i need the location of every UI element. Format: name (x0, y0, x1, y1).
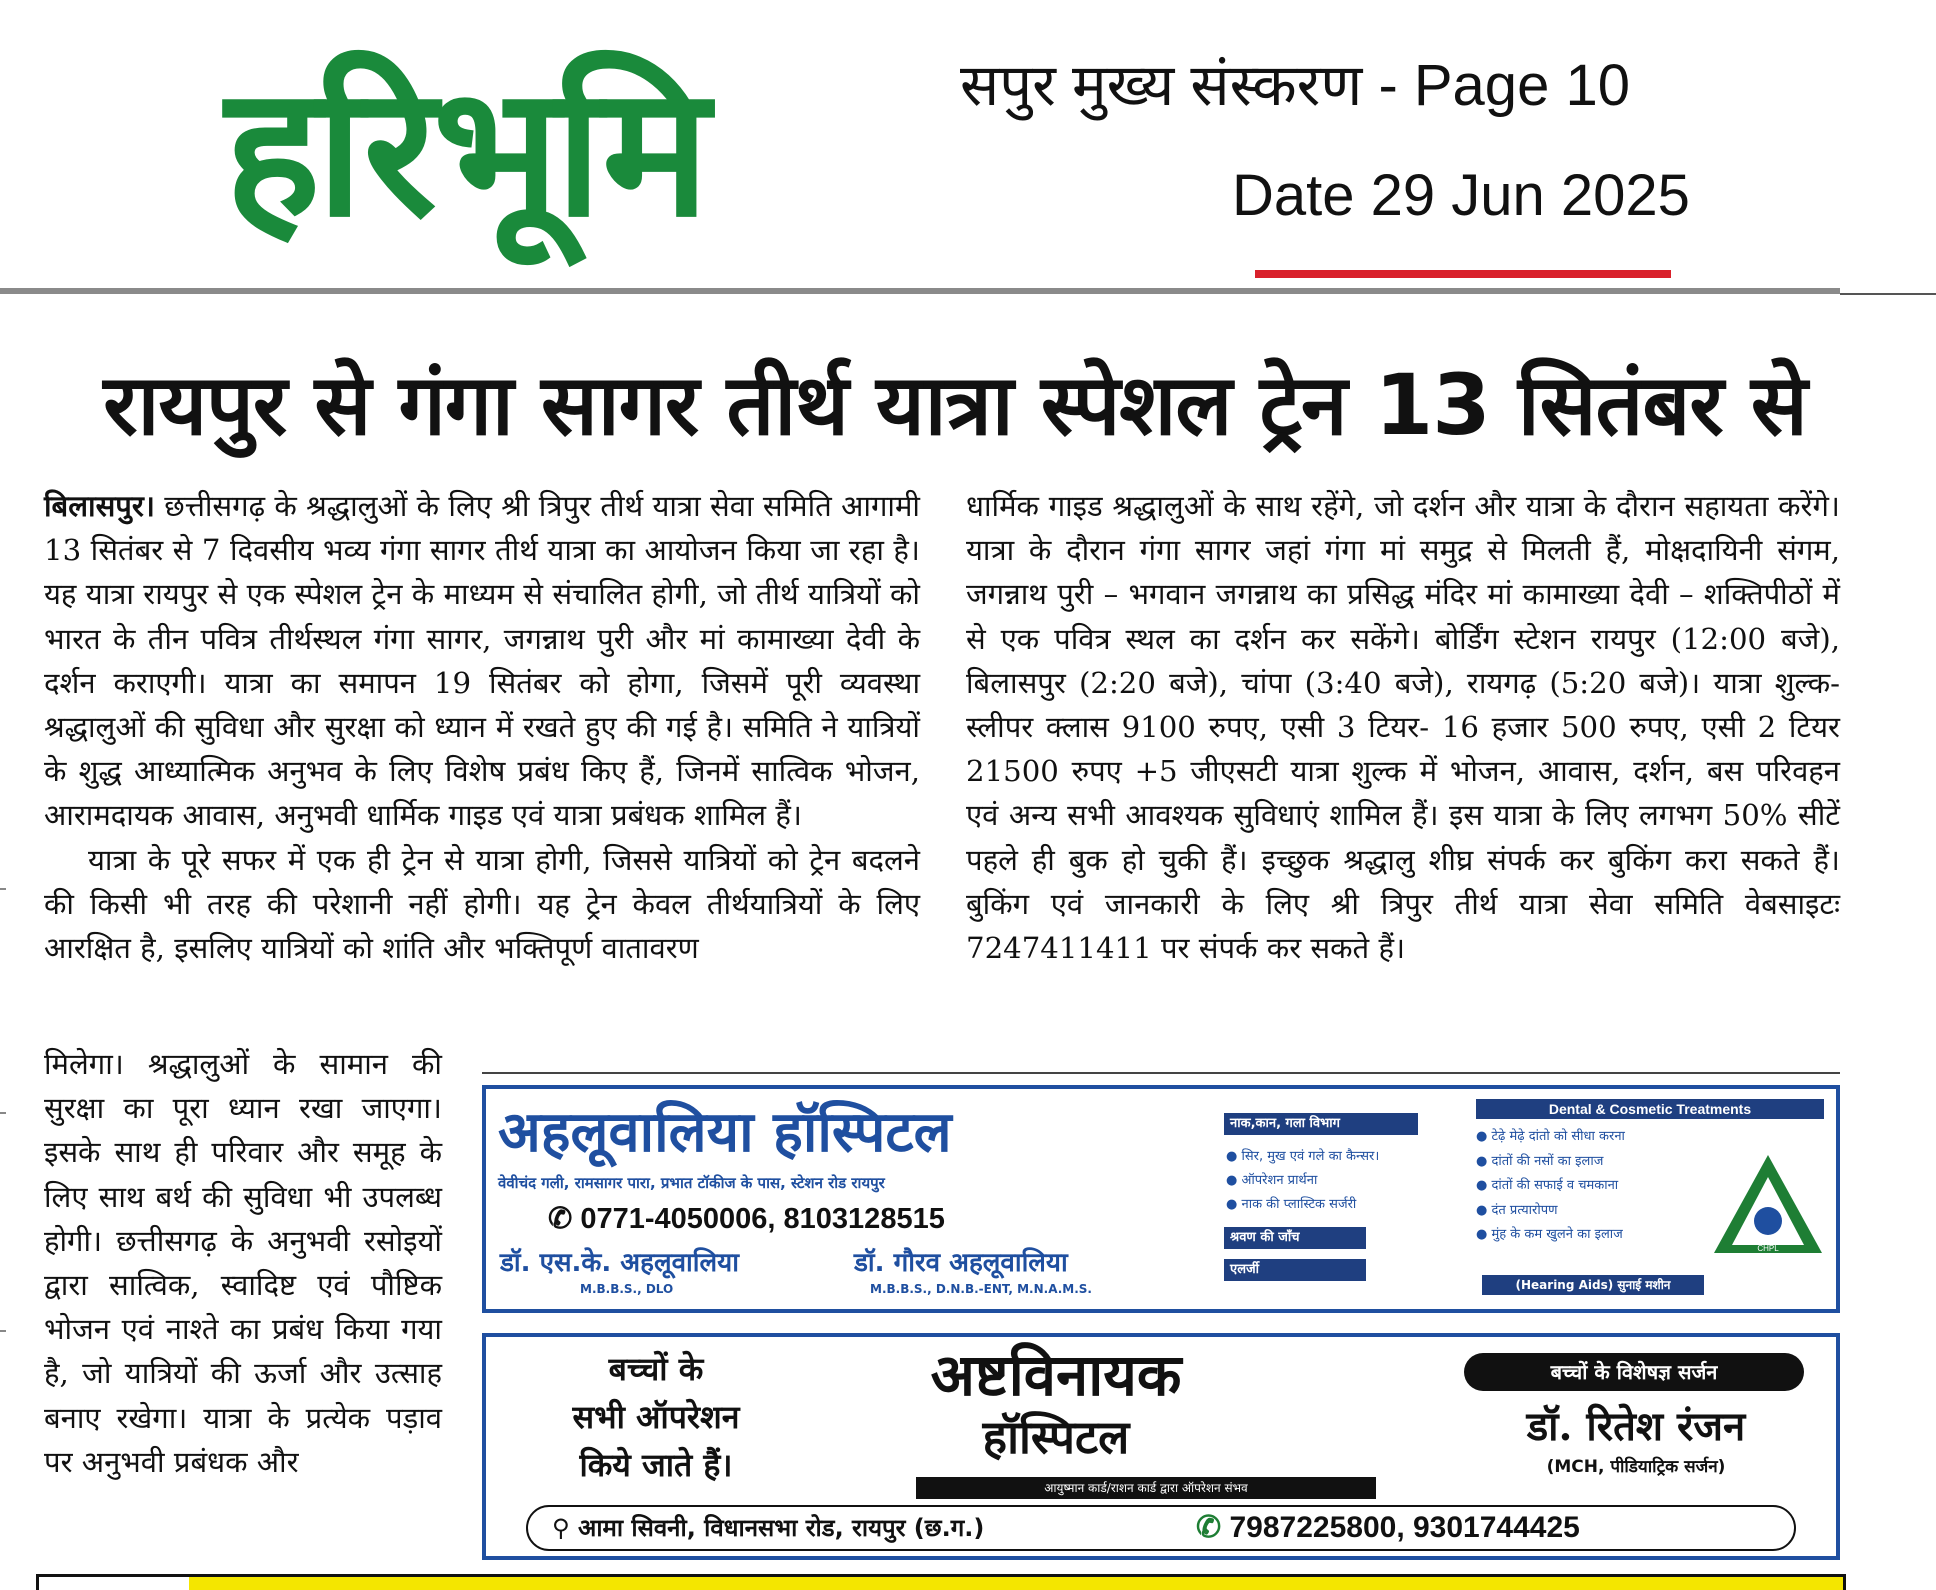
ad-ahluwalia-hospital (482, 1085, 1840, 1313)
article-paragraph: यात्रा के पूरे सफर में एक ही ट्रेन से यात्रा होगी, जिससे यात्रियों को ट्रेन बदलने की किसी भी तरह की परेशानी नहीं होगी। यह ट्रेन केवल तीर्थयात्रियों के लिए आरक्षित है, इसलिए यात्रियों को शांति और भक्तिपूर्ण वातावरण (44, 842, 920, 966)
ad1-ent-item: ● सिर, मुख एवं गले का कैन्सर। (1226, 1149, 1380, 1164)
whatsapp-icon: ✆ (1196, 1511, 1230, 1544)
ad2-address (552, 1513, 984, 1543)
ad1-dental-item: ● मुंह के कम खुलने का इलाज (1476, 1227, 1623, 1242)
article-paragraph-text: छत्तीसगढ़ के श्रद्धालुओं के लिए श्री त्रिपुर तीर्थ यात्रा सेवा समिति आगामी 13 सितंबर से 7 दिवसीय भव्य गंगा सागर तीर्थ यात्रा का आयोजन किया जा रहा है। यह यात्रा रायपुर से एक स्पेशल ट्रेन के माध्यम से संचालित होगी, जो तीर्थ यात्रियों को भारत के तीन पवित्र तीर्थस्थल गंगा सागर, जगन्नाथ पुरी और मां कामाख्या देवी के दर्शन कराएगी। यात्रा का समापन 19 सितंबर को होगा, जिसमें पूरी व्यवस्था श्रद्धालुओं की सुविधा और सुरक्षा को ध्यान में रखते हुए की गई है। समिति ने यात्रियों के शुद्ध आध्यात्मिक अनुभव के लिए विशेष प्रबंध किए हैं, जिनमें सात्विक भोजन, आरामदायक आवास, अनुभवी धार्मिक गाइड एवं यात्रा प्रबंधक शामिल हैं। (44, 489, 920, 833)
ad2-hospital-name-2: हॉस्पिटल (982, 1410, 1130, 1464)
article-column-1 (44, 484, 920, 970)
ad1-doctor-1: डॉ. एस.के. अहलूवालिया (500, 1248, 739, 1278)
gutter-mark (0, 888, 6, 890)
ad2-doctor-name: डॉ. रितेश रंजन (1526, 1403, 1746, 1450)
ad-divider (482, 1072, 1840, 1074)
article-headline: रायपुर से गंगा सागर तीर्थ यात्रा स्पेशल ट्रेन 13 सितंबर से (103, 356, 1807, 454)
ad1-ent-item: ● ऑपरेशन प्रार्थना (1226, 1173, 1318, 1188)
ad2-tagline-line: बच्चों के (608, 1350, 704, 1388)
ad-ashtavinayak-hospital (482, 1333, 1840, 1560)
date-underline (1255, 270, 1671, 278)
article-dateline: बिलासपुर। (44, 489, 155, 523)
ad2-phone (1196, 1511, 1580, 1545)
ad2-address-text: आमा सिवनी, विधानसभा रोड, रायपुर (छ.ग.) (577, 1514, 985, 1542)
ad1-dental-list (1476, 1125, 1625, 1248)
ad1-hearing-aids-tag: (Hearing Aids) सुनाई मशीन (1482, 1275, 1704, 1295)
newspaper-logo: हरिभूमि (225, 46, 706, 257)
location-pin-icon: ⚲ (552, 1514, 578, 1542)
ad1-dental-item: ● दंत प्रत्यारोपण (1476, 1202, 1558, 1218)
ad2-tagline-line: सभी ऑपरेशन (572, 1398, 740, 1436)
ad1-ent-item: ● नाक की प्लास्टिक सर्जरी (1226, 1197, 1357, 1212)
ad1-doctor-1-degree: M.B.B.S., DLO (580, 1282, 674, 1296)
ad1-address: वेवीचंद गली, रामसागर पारा, प्रभात टॉकीज के पास, स्टेशन रोड रायपुर (498, 1174, 885, 1192)
edition-label: सपुर मुख्य संस्करण - Page 10 (960, 53, 1630, 118)
ad2-specialist-badge: बच्चों के विशेषज्ञ सर्जन (1464, 1353, 1804, 1391)
ad1-dental-item: ● दांतों की नसों का इलाज (1476, 1153, 1604, 1169)
ad1-dental-item: ● दांतों की सफाई व चमकाना (1476, 1178, 1619, 1193)
ad2-doctor-degree: (MCH, पीडियाट्रिक सर्जन) (1546, 1457, 1726, 1477)
bottom-ad-strip-left (39, 1577, 189, 1590)
article-paragraph: मिलेगा। श्रद्धालुओं के सामान की सुरक्षा का पूरा ध्यान रखा जाएगा। इसके साथ ही परिवार और समूह के लिए साथ बर्थ की सुविधा भी उपलब्ध होगी। छत्तीसगढ़ के अनुभवी रसोइयों द्वारा सात्विक, स्वादिष्ट एवं पौष्टिक भोजन एवं नाश्ते का प्रबंध किया गया है, जो यात्रियों की ऊर्जा और उत्साह बनाए रखेगा। यात्रा के प्रत्येक पड़ाव पर अनुभवी प्रबंधक और (44, 1047, 442, 1479)
ad1-ent-list (1226, 1145, 1379, 1217)
ad2-hospital-name: अष्टविनायक (930, 1341, 1182, 1409)
article-column-1-continued (44, 1042, 442, 1484)
article-column-2 (966, 484, 1840, 970)
ad1-doctor-2: डॉ. गौरव अहलूवालिया (854, 1248, 1068, 1278)
ad1-dental-item: ● टेढ़े मेढ़े दांतो को सीधा करना (1476, 1129, 1625, 1144)
gutter-mark (0, 1330, 6, 1332)
header-divider-tail (1840, 293, 1936, 295)
ad2-scheme-banner: आयुष्मान कार्ड/राशन कार्ड द्वारा ऑपरेशन संभव (916, 1477, 1376, 1499)
dental-logo-icon (1708, 1149, 1828, 1259)
dental-logo-text: CHPL (1757, 1244, 1779, 1253)
ad1-phone (548, 1201, 945, 1237)
ad1-ent-tag-hearing-test: श्रवण की जाँच (1224, 1227, 1366, 1249)
header-divider (0, 288, 1840, 294)
article-paragraph (44, 484, 920, 838)
ad1-dental-heading: Dental & Cosmetic Treatments (1476, 1099, 1824, 1119)
ad2-phone-number: 7987225800, 9301744425 (1229, 1511, 1580, 1544)
gutter-mark (0, 1112, 6, 1114)
ad1-ent-heading: नाक,कान, गला विभाग (1224, 1113, 1418, 1135)
ad1-doctor-2-degree: M.B.B.S., D.N.B.-ENT, M.N.A.M.S. (870, 1282, 1092, 1296)
article-paragraph: धार्मिक गाइड श्रद्धालुओं के साथ रहेंगे, जो दर्शन और यात्रा के दौरान सहायता करेंगे। यात्रा के दौरान गंगा सागर जहां गंगा मां समुद्र से मिलती हैं, मोक्षदायिनी संगम, जगन्नाथ पुरी – भगवान जगन्नाथ का प्रसिद्ध मंदिर मां कामाख्या देवी – शक्तिपीठों में से एक पवित्र स्थल का दर्शन कर सकेंगे। बोर्डिंग स्टेशन रायपुर (12:00 बजे), बिलासपुर (2:20 बजे), चांपा (3:40 बजे), रायगढ़ (5:20 बजे)। यात्रा शुल्क- स्लीपर क्लास 9100 रुपए, एसी 3 टियर- 16 हजार 500 रुपए, एसी 2 टियर 21500 रुपए +5 जीएसटी यात्रा शुल्क में भोजन, आवास, दर्शन, बस परिवहन एवं अन्य सभी आवश्यक सुविधाएं शामिल हैं। इस यात्रा के लिए लगभग 50% सीटें पहले ही बुक हो चुकी हैं। इच्छुक श्रद्धालु शीघ्र संपर्क कर बुकिंग करा सकते हैं। बुकिंग एवं जानकारी के लिए श्री त्रिपुर तीर्थ यात्रा सेवा समिति वेबसाइटः 7247411411 पर संपर्क कर सकते हैं। (966, 489, 1840, 966)
ad1-ent-tag-allergy: एलर्जी (1224, 1259, 1366, 1281)
bottom-ad-strip (36, 1574, 1846, 1590)
ad2-tagline-line: किये जाते हैं। (579, 1446, 733, 1484)
edition-date: Date 29 Jun 2025 (1232, 163, 1690, 228)
ad2-tagline (506, 1345, 806, 1489)
phone-icon: ✆ (548, 1203, 581, 1235)
ad1-hospital-name: अहलूवालिया हॉस्पिटल (498, 1099, 952, 1165)
ad1-phone-number: 0771-4050006, 8103128515 (580, 1203, 945, 1235)
